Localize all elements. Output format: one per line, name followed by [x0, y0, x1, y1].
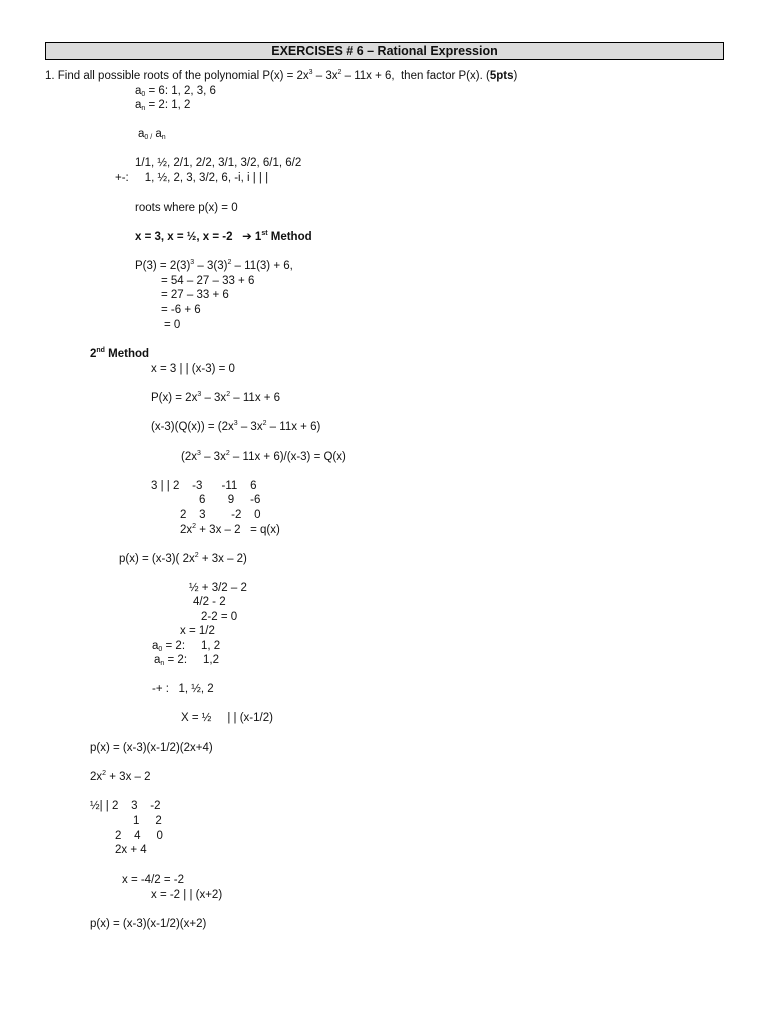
line-neg2-1: x = -4/2 = -2	[122, 874, 185, 886]
line-method2: 2nd Method	[90, 347, 150, 360]
line-p3-line3: = 27 – 33 + 6	[161, 289, 229, 301]
line-m2-px: $P(x) = 2x^3 - 3x^2 - 11x + 6$	[151, 391, 281, 404]
line-ratio-label: $a_{0 /}$ $a_n$	[138, 128, 166, 141]
line-neg2-2: x = -2 | | (x+2)	[151, 889, 223, 901]
line-p3-line5: = 0	[164, 319, 181, 331]
line-roots-found: x = 3, x = ½, x = -2 ➔ 1st Method	[135, 230, 312, 243]
line-roots-where: roots where p(x) = 0	[135, 202, 238, 214]
line-syn2-row3: 2 4 0	[115, 830, 163, 842]
line-an-line: $a_n = 2$: 1, 2	[135, 99, 191, 112]
line-half-2: 4/2 - 2	[193, 596, 226, 608]
line-half-x: X = ½ | | (x-1/2)	[181, 712, 273, 724]
line-half-pm: -+ : 1, ½, 2	[152, 683, 214, 695]
line-half-an: $a_n = 2$: 1,2	[154, 654, 219, 667]
line-m2-div: $(2x^3 - 3x^2 - 11x + 6)/(x-3) = Q(x)$	[181, 450, 346, 463]
line-syn1-quot: $2x^2 + 3x - 2 = q(x)$	[180, 523, 280, 536]
line-syn2-row2: 1 2	[133, 815, 162, 827]
line-half-4: x = 1/2	[180, 625, 215, 637]
line-half-3: 2-2 = 0	[201, 611, 238, 623]
line-p3-line1: $P(3) = 2(3)^3 - 3(3)^2 - 11(3) + 6$,	[135, 259, 293, 272]
line-syn2-quot: 2x + 4	[115, 844, 147, 856]
line-ratios: 1/1, ½, 2/1, 2/2, 3/1, 3/2, 6/1, 6/2	[135, 157, 302, 169]
line-m2-qx: $(x-3)(Q(x)) = (2x^3 - 3x^2 - 11x + 6)$	[151, 420, 321, 433]
line-p3-line4: = -6 + 6	[161, 304, 201, 316]
line-m2-x3: x = 3 | | (x-3) = 0	[151, 363, 235, 375]
line-pm-list: +-: 1, ½, 2, 3, 3/2, 6, -i, i | | |	[115, 172, 269, 184]
line-syn2-row1: ½| | 2 3 -2	[90, 800, 161, 812]
line-quad: $2x^2 + 3x - 2$	[90, 770, 151, 783]
line-syn1-row1: 3 | | 2 -3 -11 6	[151, 480, 257, 492]
line-half-a0: $a_0 = 2$: 1, 2	[152, 640, 221, 653]
line-syn1-row2: 6 9 -6	[199, 494, 261, 506]
page-title: EXERCISES # 6 – Rational Expression	[45, 42, 724, 60]
line-px-final: p(x) = (x-3)(x-1/2)(x+2)	[90, 918, 207, 930]
line-px-factored2: p(x) = (x-3)(x-1/2)(2x+4)	[90, 742, 213, 754]
line-p3-line2: = 54 – 27 – 33 + 6	[161, 275, 255, 287]
line-q1: 1. Find all possible roots of the polynomial $P(x) = 2x^3 - 3x^2 - 11x + 6$, then factor P(x). (5pts)	[45, 69, 518, 82]
line-a0-line: $a_0 = 6$: 1, 2, 3, 6	[135, 85, 216, 98]
line-px-factored1: p(x) = (x-3)( $2x^2 + 3x - 2$)	[119, 552, 247, 565]
line-half-1: ½ + 3/2 – 2	[189, 582, 247, 594]
line-syn1-row3: 2 3 -2 0	[180, 509, 261, 521]
